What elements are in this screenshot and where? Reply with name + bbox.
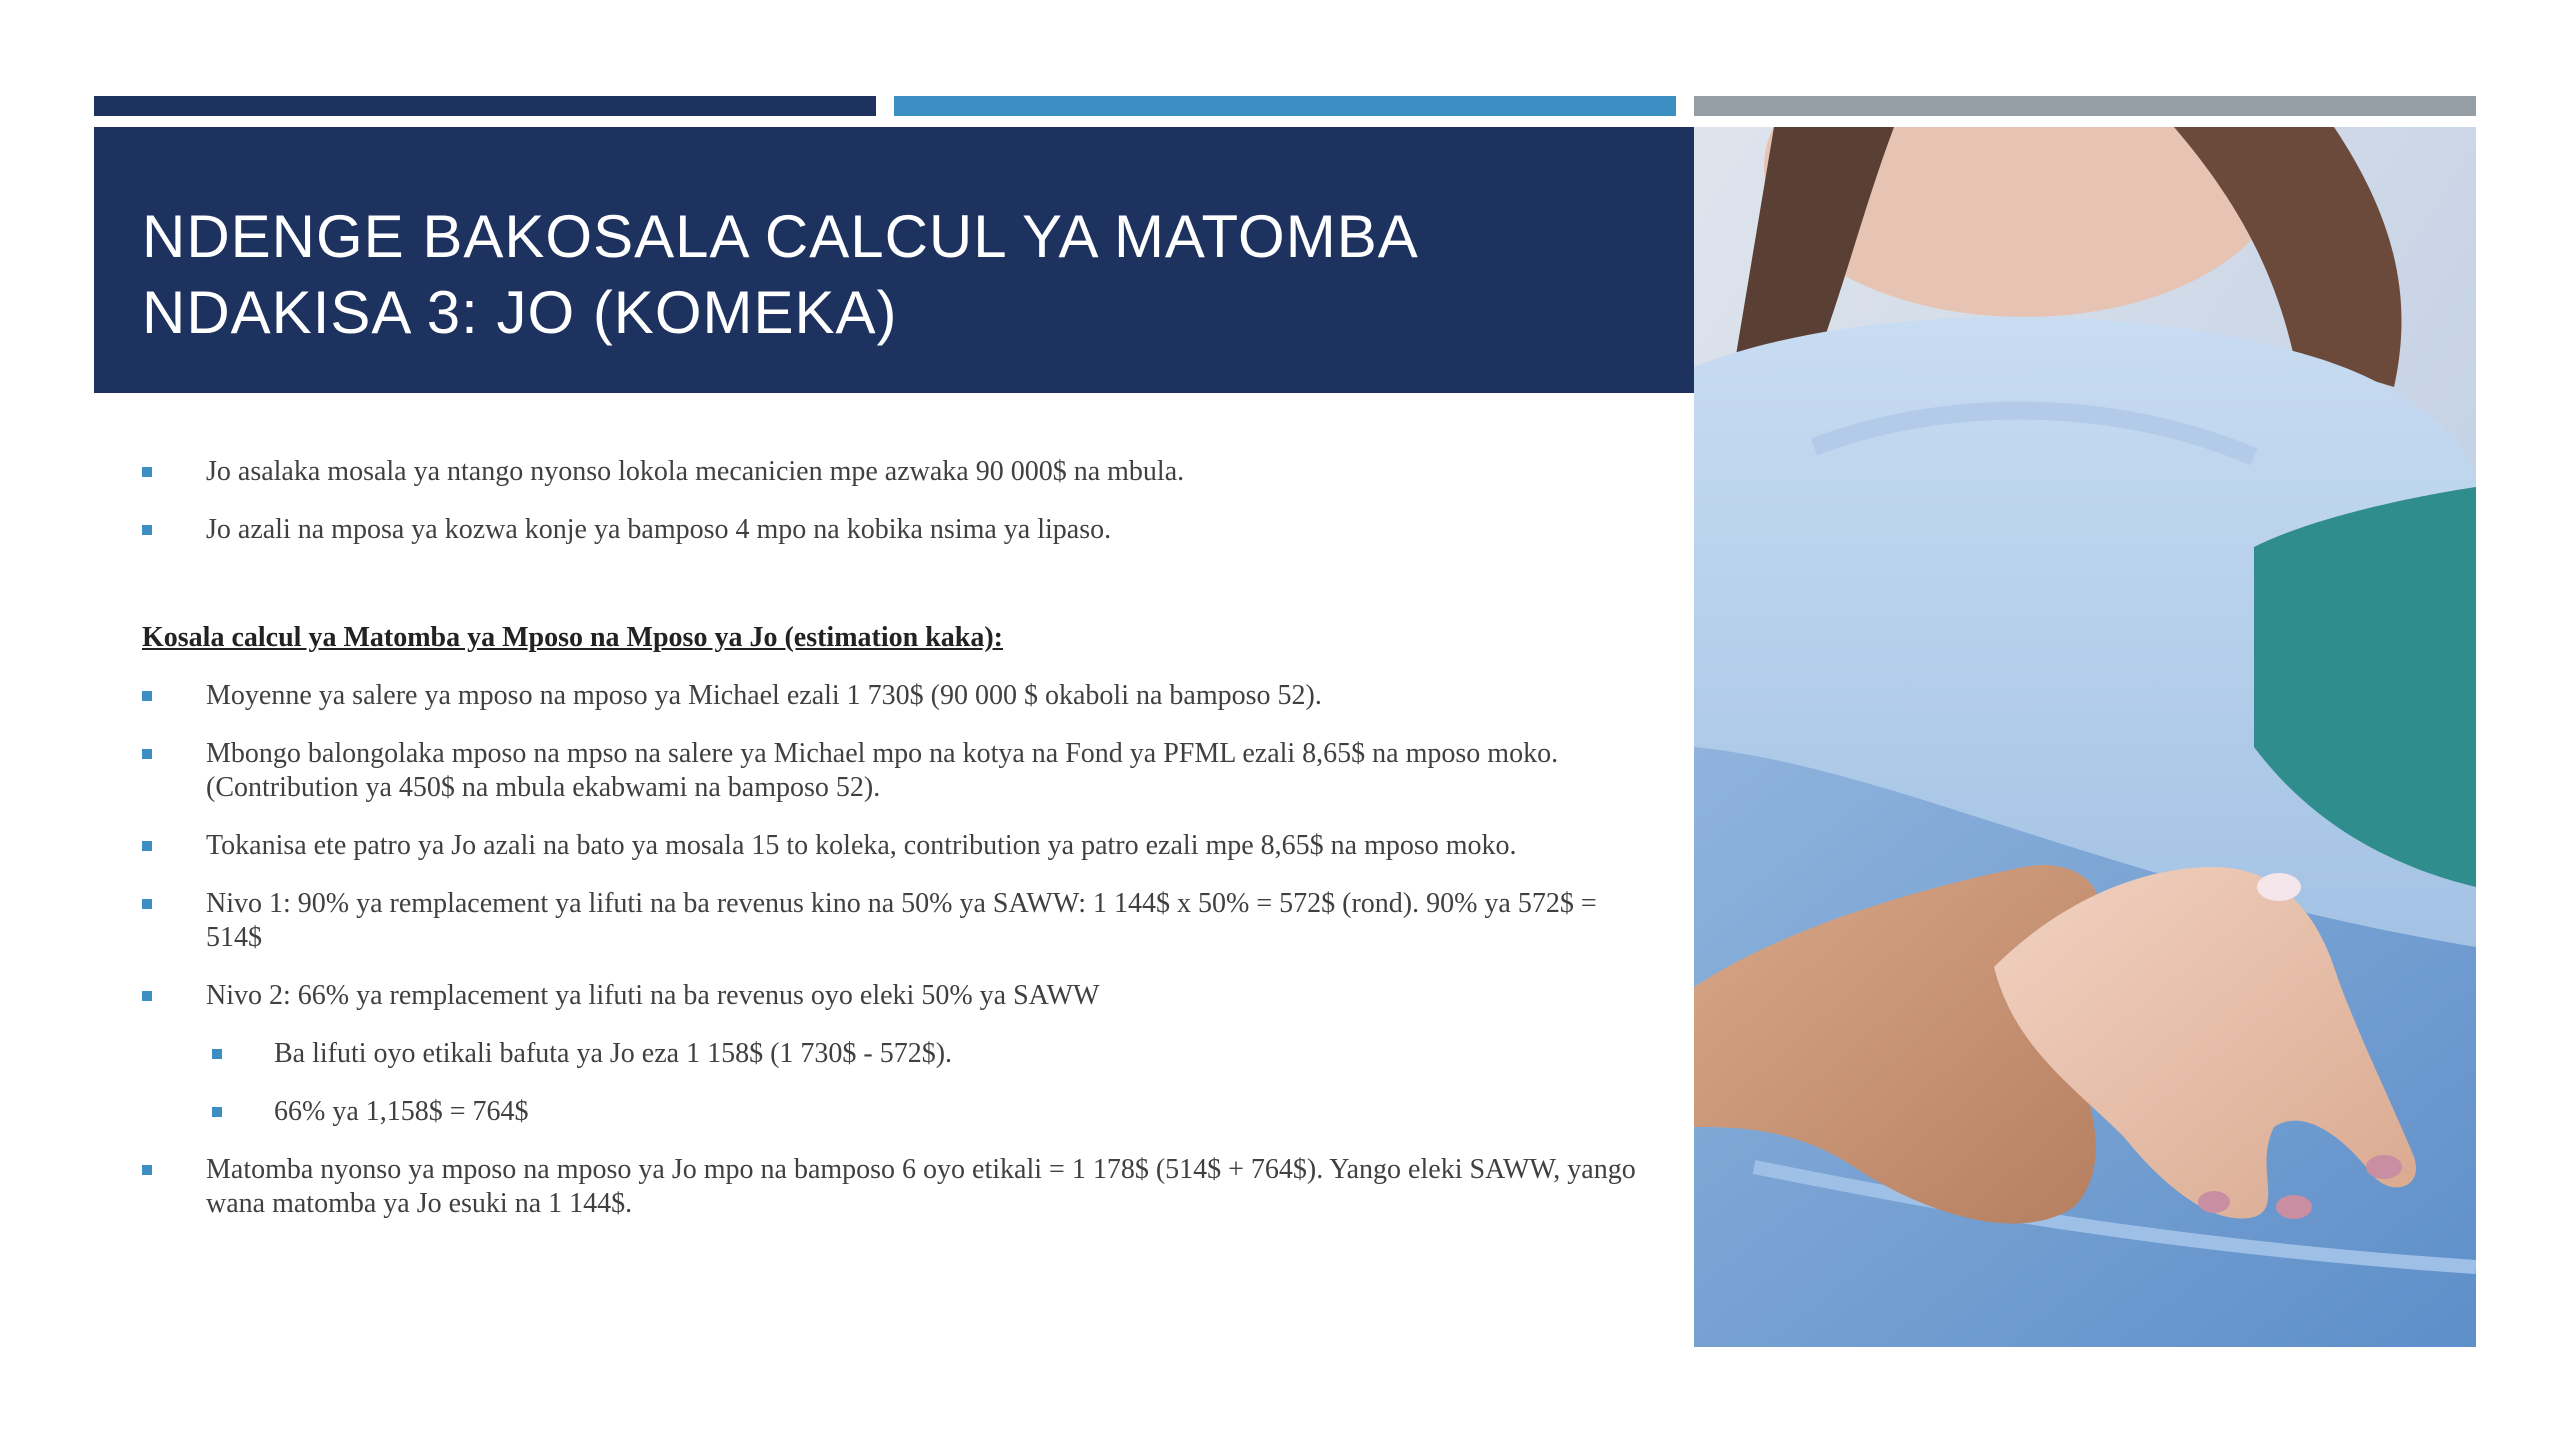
bullet-text: Tokanisa ete patro ya Jo azali na bato ya mosala 15 to koleka, contribution ya patro ezali mpe 8,65$ na mposo moko.	[206, 830, 1517, 861]
square-bullet-icon	[212, 1049, 222, 1059]
bullet-text: 66% ya 1,158$ = 764$	[274, 1096, 529, 1127]
slide-content	[142, 455, 1642, 1245]
bullet-text: Matomba nyonso ya mposo na mposo ya Jo mpo na bamposo 6 oyo etikali = 1 178$ (514$ + 764$). Yango eleki SAWW, yango wana matomba ya Jo esuki na 1 144$.	[206, 1154, 1636, 1219]
slide-title	[142, 199, 1642, 351]
square-bullet-icon	[142, 525, 152, 535]
title-line-1: NDENGE BAKOSALA CALCUL YA MATOMBA	[142, 203, 1419, 270]
square-bullet-icon	[142, 899, 152, 909]
top-accent-bar-gray	[1694, 96, 2476, 116]
list-item	[142, 513, 1642, 547]
list-item	[142, 887, 1642, 955]
list-item	[142, 979, 1642, 1013]
intro-bullet-list	[142, 455, 1642, 547]
square-bullet-icon	[142, 991, 152, 1001]
list-item	[142, 679, 1642, 713]
top-accent-bar-navy	[94, 96, 876, 116]
bullet-text: Nivo 1: 90% ya remplacement ya lifuti na ba revenus kino na 50% ya SAWW: 1 144$ x 50% = 572$ (rond). 90% ya 572$ = 514$	[206, 888, 1597, 953]
list-item	[142, 829, 1642, 863]
square-bullet-icon	[142, 1165, 152, 1175]
list-item	[142, 455, 1642, 489]
bullet-text: Jo asalaka mosala ya ntango nyonso lokola mecanicien mpe azwaka 90 000$ na mbula.	[206, 456, 1185, 487]
square-bullet-icon	[142, 841, 152, 851]
list-item	[142, 737, 1642, 805]
bullet-text: Jo azali na mposa ya kozwa konje ya bamposo 4 mpo na kobika nsima ya lipaso.	[206, 514, 1112, 545]
bullet-text: Mbongo balongolaka mposo na mpso na salere ya Michael mpo na kotya na Fond ya PFML ezali 8,65$ na mposo moko. (Contribution ya 450$ na mbula ekabwami na bamposo 52).	[206, 738, 1559, 803]
photo-illustration	[1694, 127, 2476, 1347]
hospital-hand-holding-photo	[1694, 127, 2476, 1347]
calc-bullet-list	[142, 679, 1642, 1221]
square-bullet-icon	[142, 467, 152, 477]
bullet-text: Moyenne ya salere ya mposo na mposo ya Michael ezali 1 730$ (90 000 $ okaboli na bamposo 52).	[206, 680, 1322, 711]
sub-list-item	[142, 1037, 1642, 1071]
title-line-2: NDAKISA 3: JO (KOMEKA)	[142, 279, 898, 346]
title-band	[94, 127, 1694, 393]
square-bullet-icon	[142, 749, 152, 759]
square-bullet-icon	[212, 1107, 222, 1117]
sub-list-item	[142, 1095, 1642, 1129]
list-item	[142, 1153, 1642, 1221]
square-bullet-icon	[142, 691, 152, 701]
bullet-text: Ba lifuti oyo etikali bafuta ya Jo eza 1 158$ (1 730$ - 572$).	[274, 1038, 953, 1069]
section-heading: Kosala calcul ya Matomba ya Mposo na Mposo ya Jo (estimation kaka):	[142, 622, 1003, 653]
top-accent-bar-blue	[894, 96, 1676, 116]
bullet-text: Nivo 2: 66% ya remplacement ya lifuti na ba revenus oyo eleki 50% ya SAWW	[206, 980, 1100, 1011]
